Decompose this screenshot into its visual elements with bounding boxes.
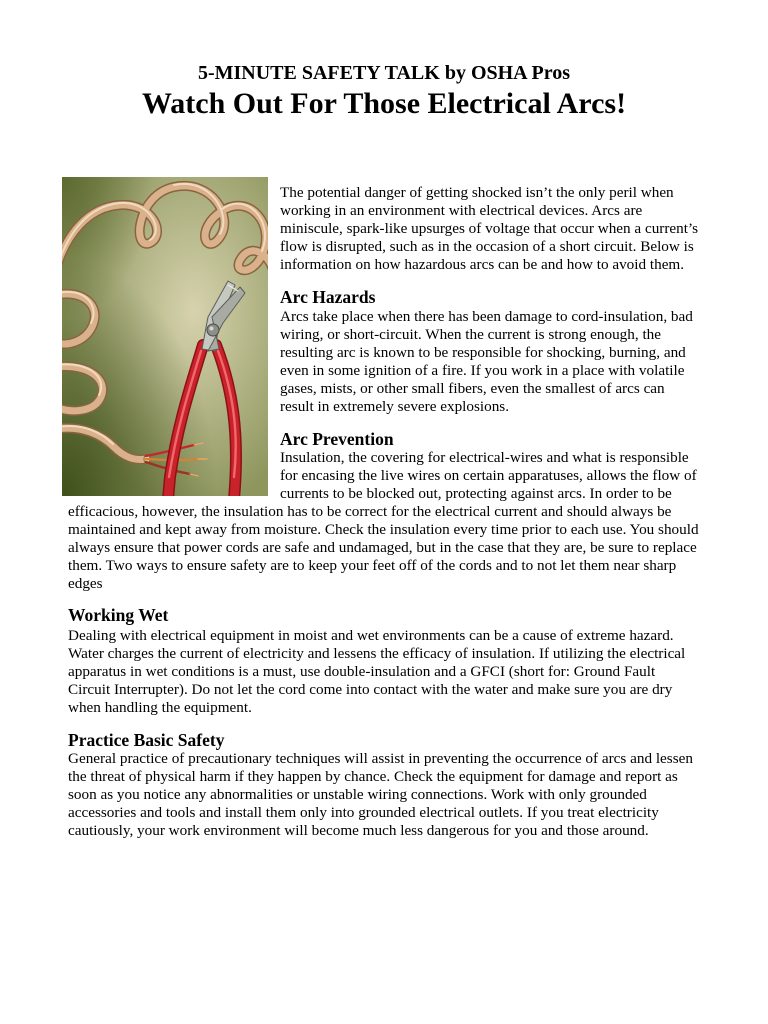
paragraph-line: General practice of precautionary techniques will assist in preventing the occurrence of arcs and lessen: [68, 750, 693, 767]
paragraph-line: always ensure that power cords are safe and undamaged, but in the case that they are, be sure to replace: [68, 539, 697, 556]
paragraph-line: working in an environment with electrical devices. Arcs are: [280, 202, 643, 219]
paragraph-line: apparatus in wet conditions is a must, use double-insulation and a GFCI (short for: Ground Fault: [68, 663, 656, 680]
paragraph-line: the threat of physical harm if they happen by chance. Check the equipment for damage and report as: [68, 768, 678, 785]
paragraph-line: gases, mists, or other small fibers, even the smallest of arcs can: [280, 380, 665, 397]
paragraph-line: Circuit Interrupter). Do not let the cord come into contact with the water and make sure you are dry: [68, 681, 673, 698]
document-title: Watch Out For Those Electrical Arcs!: [141, 87, 627, 120]
paragraph-line: efficacious, however, the insulation has to be correct for the electrical current and should always be: [68, 503, 672, 520]
paragraph-line: Water charges the current of electricity and lessens the efficacy of insulation. If utilizing the electrical: [68, 645, 686, 662]
paragraph-line: even in some ignition of a fire. If you work in a place with volatile: [280, 362, 685, 379]
intro-paragraph: [280, 184, 698, 274]
paragraph-line: them. Two ways to ensure safety are to keep your feet off of the cords and to not let them near sharp: [68, 557, 677, 574]
practice-basic-safety-paragraph: [68, 750, 693, 840]
paragraph-line: Arcs take place when there has been damage to cord-insulation, bad: [280, 308, 693, 325]
paragraph-line: accessories and tools and install them only into grounded electrical outlets. If you treat electricity: [68, 804, 659, 821]
paragraph-line: wiring, or short-circuit. When the current is strong enough, the: [280, 326, 661, 343]
paragraph-line: currents to be blocked out, protecting against arcs. In order to be: [280, 485, 672, 502]
paragraph-line: resulting arc is known to be responsible for shocking, burning, and: [280, 344, 686, 361]
paragraph-line: Dealing with electrical equipment in moist and wet environments can be a cause of extreme hazard.: [68, 627, 674, 644]
paragraph-line: maintained and kept away from moisture. Check the insulation every time prior to each use. You should: [68, 521, 699, 538]
arc-prevention-paragraph: [68, 449, 699, 593]
arc-hazards-paragraph: [280, 308, 693, 416]
paragraph-line: Insulation, the covering for electrical-wires and what is responsible: [280, 449, 689, 466]
section-heading-arc-prevention: Arc Prevention: [280, 429, 394, 449]
paragraph-line: information on how hazardous arcs can be and how to avoid them.: [280, 256, 685, 273]
paragraph-line: result in extremely severe explosions.: [280, 398, 510, 415]
section-heading-working-wet: Working Wet: [68, 605, 169, 625]
document-kicker: 5-MINUTE SAFETY TALK by OSHA Pros: [197, 62, 571, 84]
working-wet-paragraph: [68, 627, 685, 717]
paragraph-line: The potential danger of getting shocked isn’t the only peril when: [280, 184, 674, 201]
section-heading-practice-basic-safety: Practice Basic Safety: [68, 730, 225, 750]
section-heading-arc-hazards: Arc Hazards: [280, 287, 376, 307]
paragraph-line: edges: [68, 575, 103, 592]
paragraph-line: miniscule, spark-like upsurges of voltage that occur when a current’s: [280, 220, 699, 237]
paragraph-line: soon as you notice any abnormalities or unstable wiring connections. Work with only grounded: [68, 786, 647, 803]
paragraph-line: cautiously, your work environment will become much less dangerous for you and those around.: [68, 822, 649, 839]
paragraph-line: for encasing the live wires on certain apparatuses, allows the flow of: [280, 467, 697, 484]
paragraph-line: when handling the equipment.: [68, 699, 252, 716]
paragraph-line: flow is disrupted, such as in the occasion of a short circuit. Below is: [280, 238, 694, 255]
